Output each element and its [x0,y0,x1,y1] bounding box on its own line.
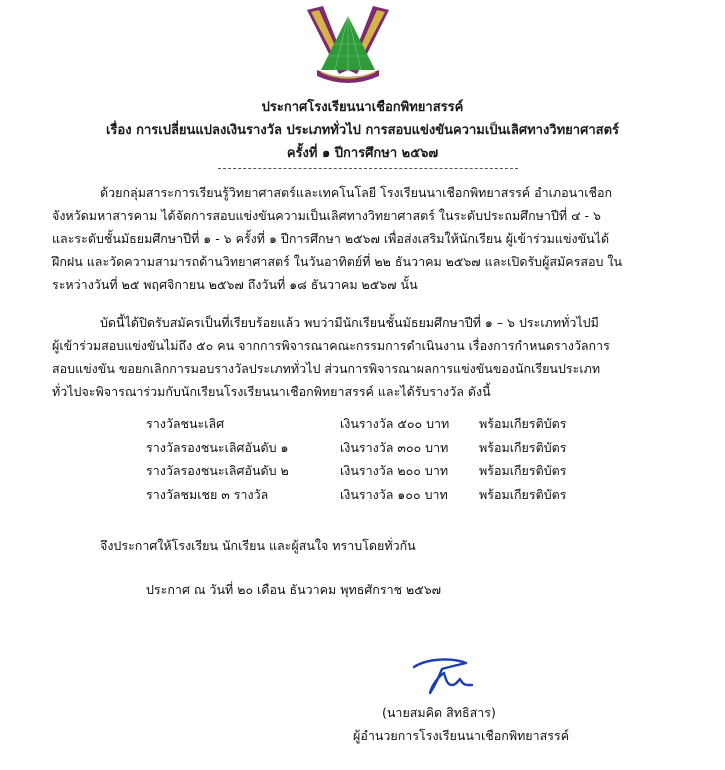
award-amount: เงินรางวัล ๕๐๐ บาท [340,416,450,431]
announcement-round: ครั้งที่ ๑ ปีการศึกษา ๒๕๖๗ [286,146,439,161]
announcement-date: ประกาศ ณ วันที่ ๒๐ เดือน ธันวาคม พุทธศักราช ๒๕๖๗ [146,582,442,597]
award-title: รางวัลชมเชย ๓ รางวัล [146,486,269,502]
paragraph-line: จังหวัดมหาสารคาม ได้จัดการสอบแข่งขันความเป็นเลิศทางวิทยาศาสตร์ ในระดับประถมศึกษาปีที่ ๔ - ๖ [52,208,601,223]
paragraph-line: ทั่วไปจะพิจารณาร่วมกับนักเรียนโรงเรียนนาเชือกพิทยาสรรค์ และได้รับรางวัล ดังนี้ [52,384,491,399]
award-title: รางวัลชนะเลิศ [146,416,225,431]
paragraph-line: และระดับชั้นมัธยมศึกษาปีที่ ๑ - ๖ ครั้งที่ ๑ ปีการศึกษา ๒๕๖๗ เพื่อส่งเสริมให้นักเรียน ผู้เข้าร่วมแข่งขันได้ [52,231,610,246]
award-certificate: พร้อมเกียรติบัตร [479,416,567,431]
paragraph-line: ระหว่างวันที่ ๒๕ พฤศจิกายน ๒๕๖๗ ถึงวันที่ ๑๘ ธันวาคม ๒๕๖๗ นั้น [52,277,418,292]
closing-statement: จึงประกาศให้โรงเรียน นักเรียน และผู้สนใจ ทราบโดยทั่วกัน [100,538,416,553]
paragraph-intro [52,181,682,296]
paragraph-update [52,311,682,403]
announcement-subject: เรื่อง การเปลี่ยนแปลงเงินรางวัล ประเภททั่วไป การสอบแข่งขันความเป็นเลิศทางวิทยาศาสตร์ [105,123,619,138]
award-title: รางวัลรองชนะเลิศอันดับ ๑ [146,439,289,455]
award-certificate: พร้อมเกียรติบัตร [479,486,567,502]
paragraph-line: ด้วยกลุ่มสาระการเรียนรู้วิทยาศาสตร์และเทคโนโลยี โรงเรียนนาเชือกพิทยาสรรค์ อำเภอนาเชือก [100,185,613,200]
handwritten-signature [408,655,478,697]
signer-position: ผู้อำนวยการโรงเรียนนาเชือกพิทยาสรรค์ [353,728,570,743]
signer-name: (นายสมคิด สิทธิสาร) [382,705,496,720]
award-title: รางวัลรองชนะเลิศอันดับ ๒ [146,463,289,478]
award-certificate: พร้อมเกียรติบัตร [479,463,567,478]
paragraph-line: สอบแข่งขัน ขอยกเลิกการมอบรางวัลประเภททั่วไป ส่วนการพิจารณาผลการแข่งขันของนักเรียนประเภท [52,361,601,376]
award-amount: เงินรางวัล ๓๐๐ บาท [340,439,449,455]
award-amount: เงินรางวัล ๒๐๐ บาท [340,463,449,478]
paragraph-line: บัดนี้ได้ปิดรับสมัครเป็นที่เรียบร้อยแล้ว พบว่ามีนักเรียนชั้นมัธยมศึกษาปีที่ ๑ – ๖ ประเภททั่วไปมี [100,315,599,330]
header-divider [218,168,518,169]
award-certificate: พร้อมเกียรติบัตร [479,439,567,455]
announcement-title: ประกาศโรงเรียนนาเชือกพิทยาสรรค์ [261,100,464,115]
award-amount: เงินรางวัล ๑๐๐ บาท [340,486,448,502]
paragraph-line: ฝึกฝน และวัดความสามารถด้านวิทยาศาสตร์ ในวันอาทิตย์ที่ ๒๒ ธันวาคม ๒๕๖๗ และเปิดรับผู้สมัครสอบ ใน [52,254,623,269]
school-emblem-icon [305,6,391,86]
paragraph-line: ผู้เข้าร่วมสอบแข่งขันไม่ถึง ๕๐ คน จากการพิจารณาคณะกรรมการดำเนินงาน เรื่องการกำหนดรางวัลการ [52,338,610,353]
